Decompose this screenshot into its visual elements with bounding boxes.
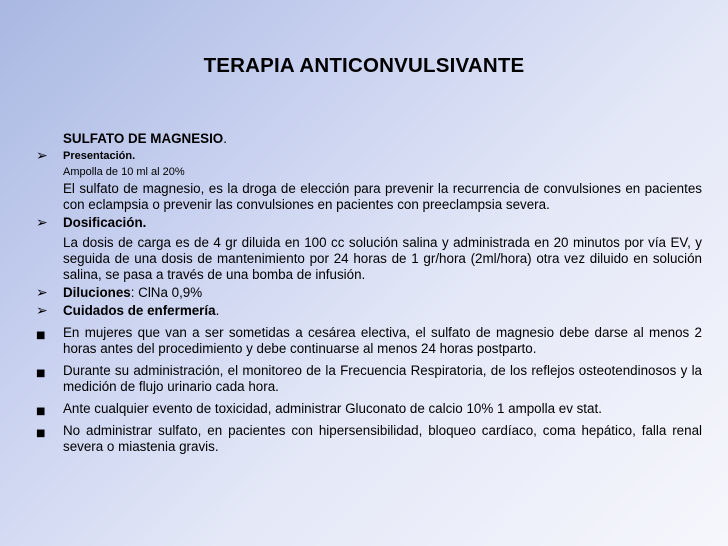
arrow-bullet-icon: ➢	[36, 303, 48, 319]
slide-title: TERAPIA ANTICONVULSIVANTE	[203, 54, 525, 77]
cuidados-label: Cuidados de enfermería	[63, 303, 216, 318]
cuidados-row	[36, 303, 702, 319]
list-item-text: No administrar sulfato, en pacientes con hipersensibilidad, bloqueo cardíaco, coma hepático, falla renal severa o miastenia gravis.	[63, 423, 702, 454]
presentacion-label: Presentación.	[63, 150, 136, 162]
square-bullet-icon: ■	[36, 368, 46, 379]
heading-rest: .	[223, 131, 227, 146]
list-item-text: Durante su administración, el monitoreo de la Frecuencia Respiratoria, de los reflejos osteotendinosos y la medición de flujo urinario cada hora.	[63, 363, 702, 394]
diluciones-rest: : ClNa 0,9%	[130, 285, 203, 300]
list-item	[36, 363, 702, 395]
list-item	[36, 423, 702, 455]
diluciones-row	[36, 285, 702, 301]
ampolla-text: Ampolla de 10 ml al 20%	[63, 166, 185, 178]
square-bullet-icon: ■	[36, 406, 46, 417]
square-bullet-icon: ■	[36, 428, 46, 439]
arrow-bullet-icon: ➢	[36, 148, 48, 164]
list-item-text: Ante cualquier evento de toxicidad, administrar Gluconato de calcio 10% 1 ampolla ev stat.	[63, 401, 602, 416]
list-item-text: En mujeres que van a ser sometidas a cesárea electiva, el sulfato de magnesio debe darse al menos 2 horas antes del procedimiento y debe continuarse al menos 24 horas postparto.	[63, 325, 702, 356]
ampolla-row	[36, 165, 702, 179]
arrow-bullet-icon: ➢	[36, 285, 48, 301]
diluciones-label: Diluciones	[63, 285, 131, 300]
slide-content	[36, 131, 702, 455]
presentacion-row	[36, 149, 702, 163]
descripcion-text: El sulfato de magnesio, es la droga de elección para prevenir la recurrencia de convulsiones en pacientes con eclampsia o prevenir las convulsiones en pacientes con preeclampsia severa.	[63, 181, 702, 212]
arrow-bullet-icon: ➢	[36, 215, 48, 231]
dosificacion-row	[36, 215, 702, 231]
list-item	[36, 401, 702, 417]
dosis-row	[36, 235, 702, 283]
dosificacion-label: Dosificación.	[63, 215, 147, 230]
cuidados-rest: .	[215, 303, 220, 318]
square-bullet-icon: ■	[36, 330, 46, 341]
heading-row	[36, 131, 702, 147]
heading-bold: SULFATO DE MAGNESIO	[63, 131, 224, 146]
list-item	[36, 325, 702, 357]
dosis-text: La dosis de carga es de 4 gr diluida en 100 cc solución salina y administrada en 20 minutos por vía EV, y seguida de una dosis de mantenimiento por 24 horas de 1 gr/hora (2ml/hora) otra vez diluido en solución salina, se pasa a través de una bomba de infusión.	[63, 235, 702, 282]
descripcion-row	[36, 181, 702, 213]
